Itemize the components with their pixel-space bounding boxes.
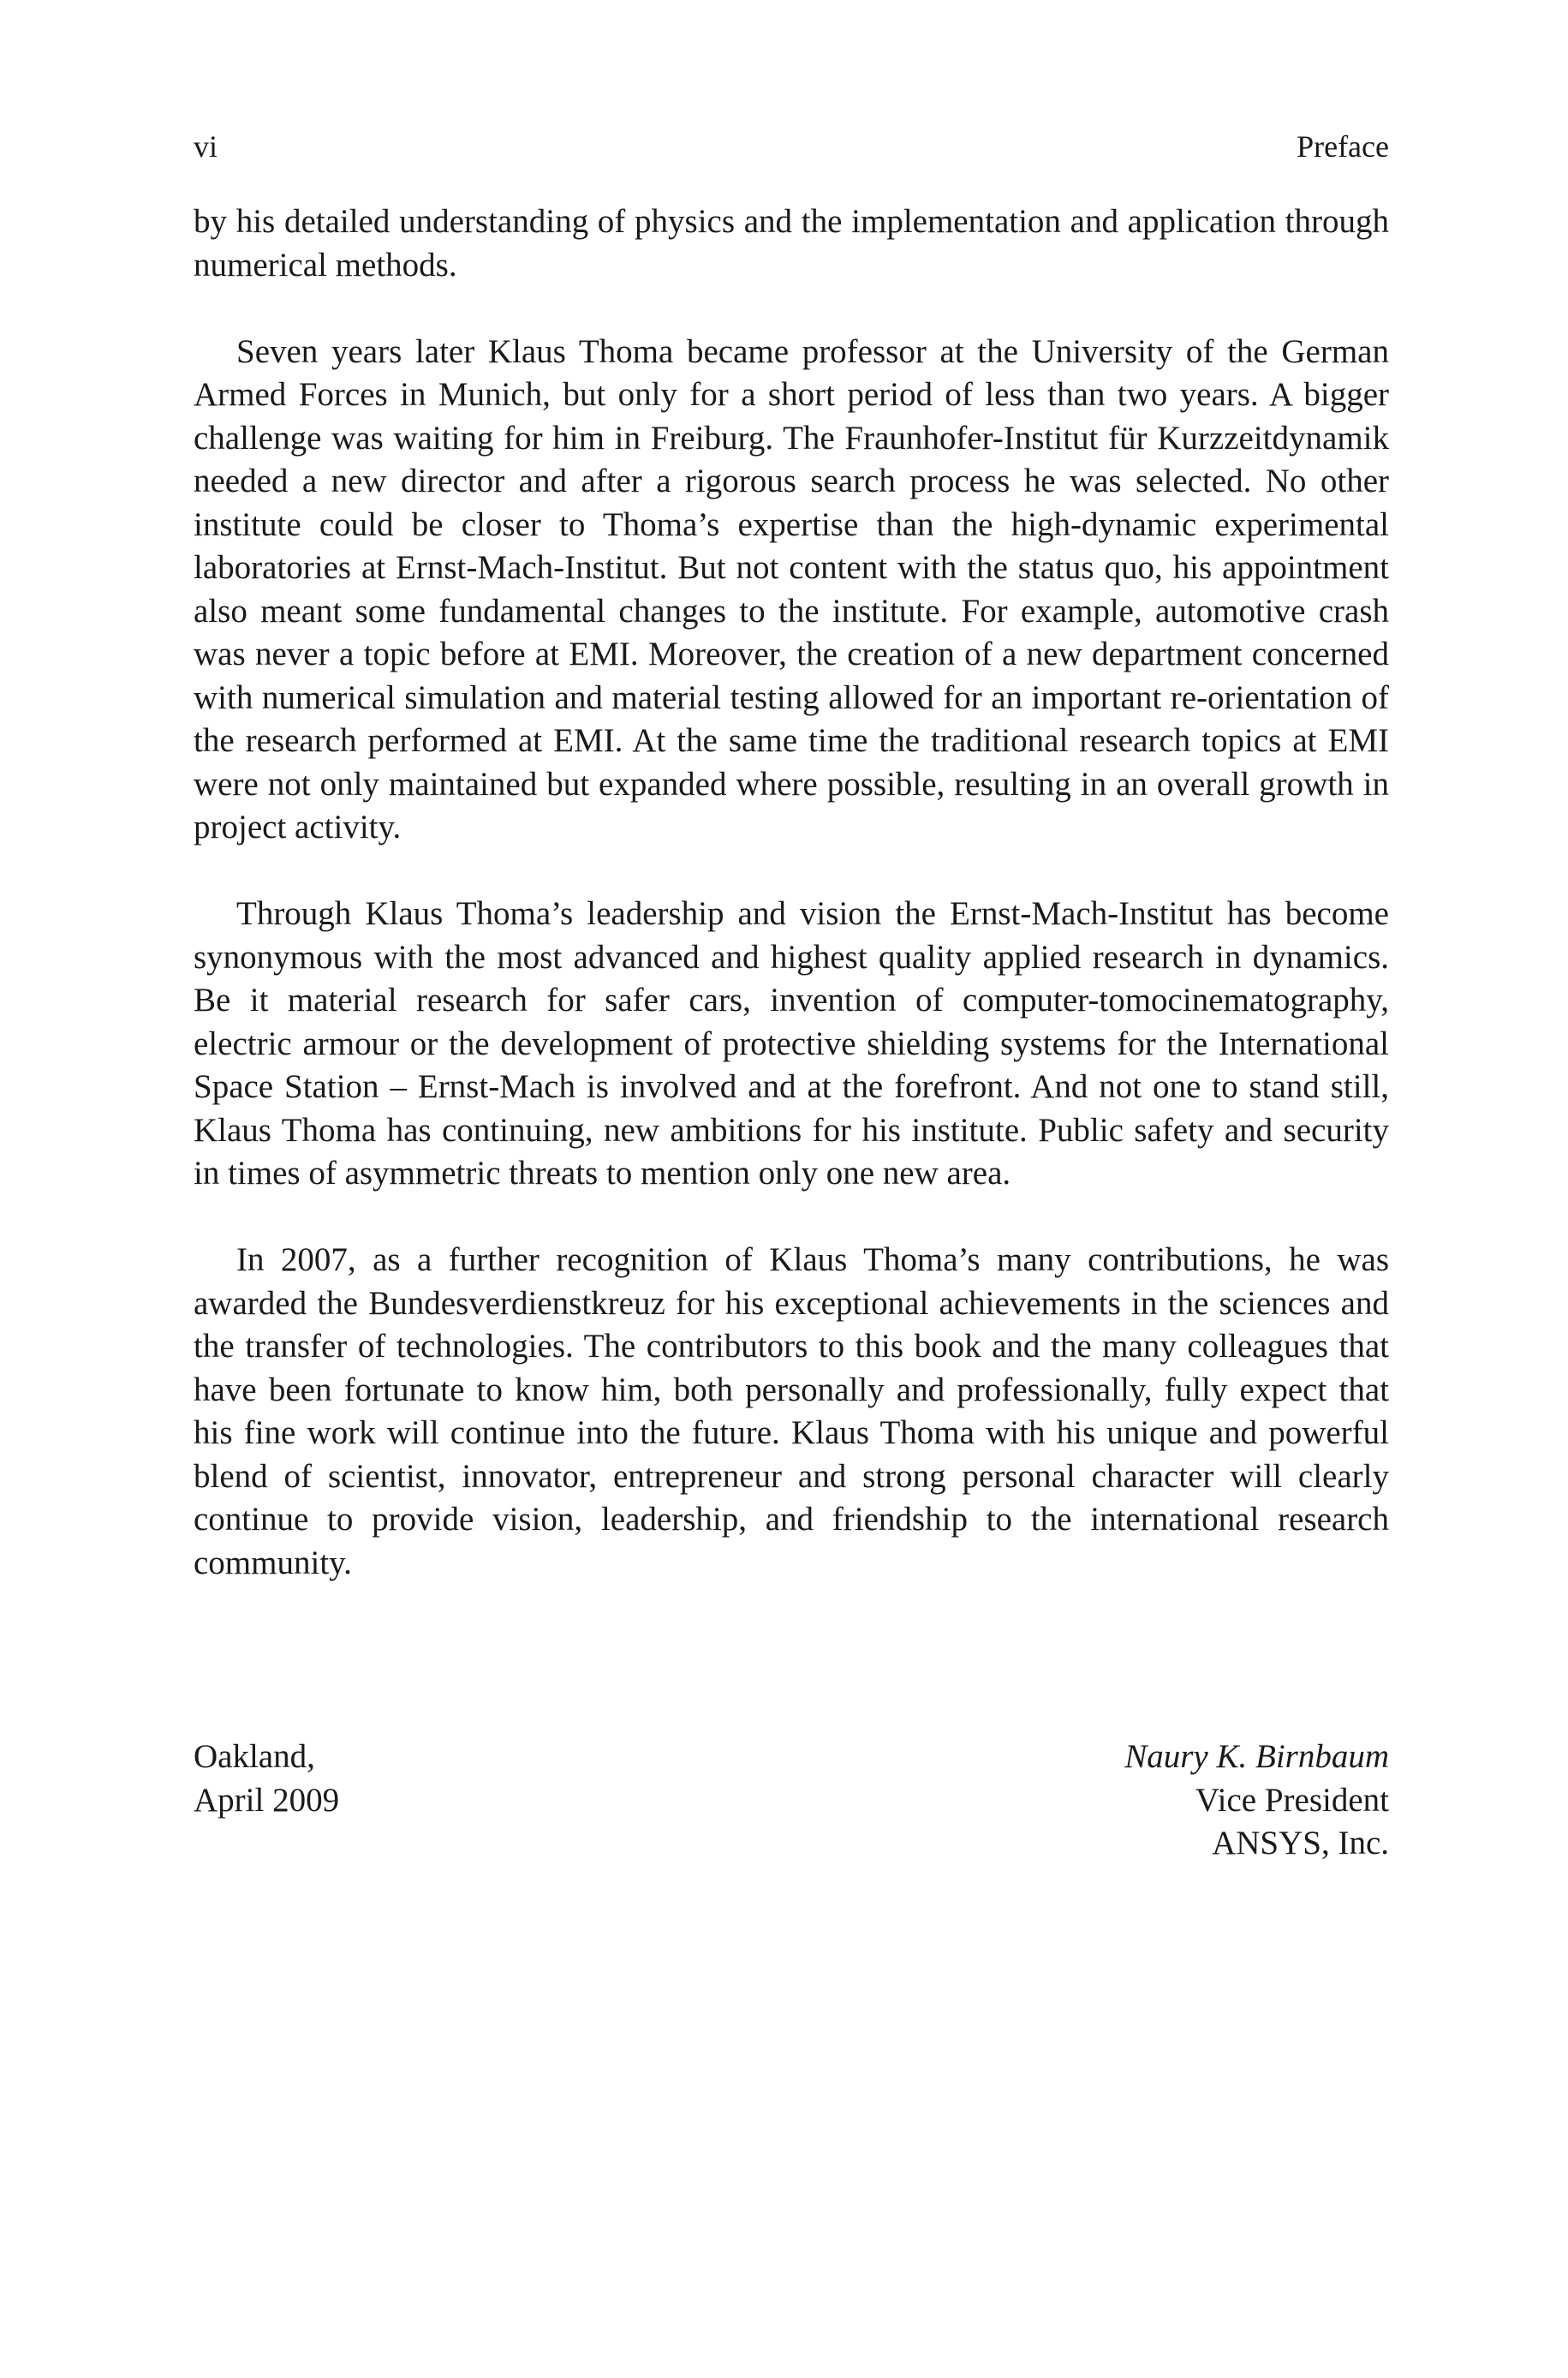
page-number: vi [194,129,218,164]
author-name: Naury K. Birnbaum [1124,1738,1389,1775]
date: April 2009 [194,1781,340,1819]
paragraph: Seven years later Klaus Thoma became professor at the University of the German Armed Forces in Munich, but only for a short period of less than two years. A bigger challenge was waiting for him in Freiburg. The Fraunhofer-Institut für Kurzzeitdynamik needed a new director and after a rigorous search process he was selected. No other institute could be closer to Thoma’s expertise than the high-dynamic experimental laboratories at Ernst-Mach-Institut. But not content with the status quo, his appointment also meant some fundamental changes to the institute. For example, automotive crash was never a topic before at EMI. Moreover, the creation of a new department concerned with numerical simulation and material testing allowed for an important re-orientation of the research performed at EMI. At the same time the traditional research topics at EMI were not only maintained but expanded where possible, resulting in an overall growth in project activity. [194,332,1389,845]
author-title: Vice President [1195,1781,1389,1819]
place: Oakland, [194,1738,315,1775]
place-date [194,1736,339,1822]
body-text [194,200,1389,1585]
author-signature [1124,1736,1389,1866]
section-title: Preface [1297,129,1389,164]
paragraph: Through Klaus Thoma’s leadership and vision the Ernst-Mach-Institut has become synonymous with the most advanced and highest quality applied research in dynamics. Be it material research for safer cars, invention of computer-tomocinematography, electric armour or the development of protective shielding systems for the International Space Station – Ernst-Mach is involved and at the forefront. And not one to stand still, Klaus Thoma has continuing, new ambitions for his institute. Public safety and security in times of asymmetric threats to mention only one new area. [194,895,1389,1192]
author-organization: ANSYS, Inc. [1212,1825,1389,1861]
running-head [194,125,1389,168]
paragraph: In 2007, as a further recognition of Klaus Thoma’s many contributions, he was awarded the Bundesverdienstkreuz for his exceptional achievements in the sciences and the transfer of technologies. The contributors to this book and the many colleagues that have been fortunate to know him, both personally and professionally, fully expect that his fine work will continue into the future. Klaus Thoma with his unique and powerful blend of scientist, innovator, entrepreneur and strong personal character will clearly continue to provide vision, leadership, and friendship to the international research community. [194,1241,1389,1581]
paragraph-continuation: by his detailed understanding of physics and the implementation and application through numerical methods. [194,203,1389,284]
